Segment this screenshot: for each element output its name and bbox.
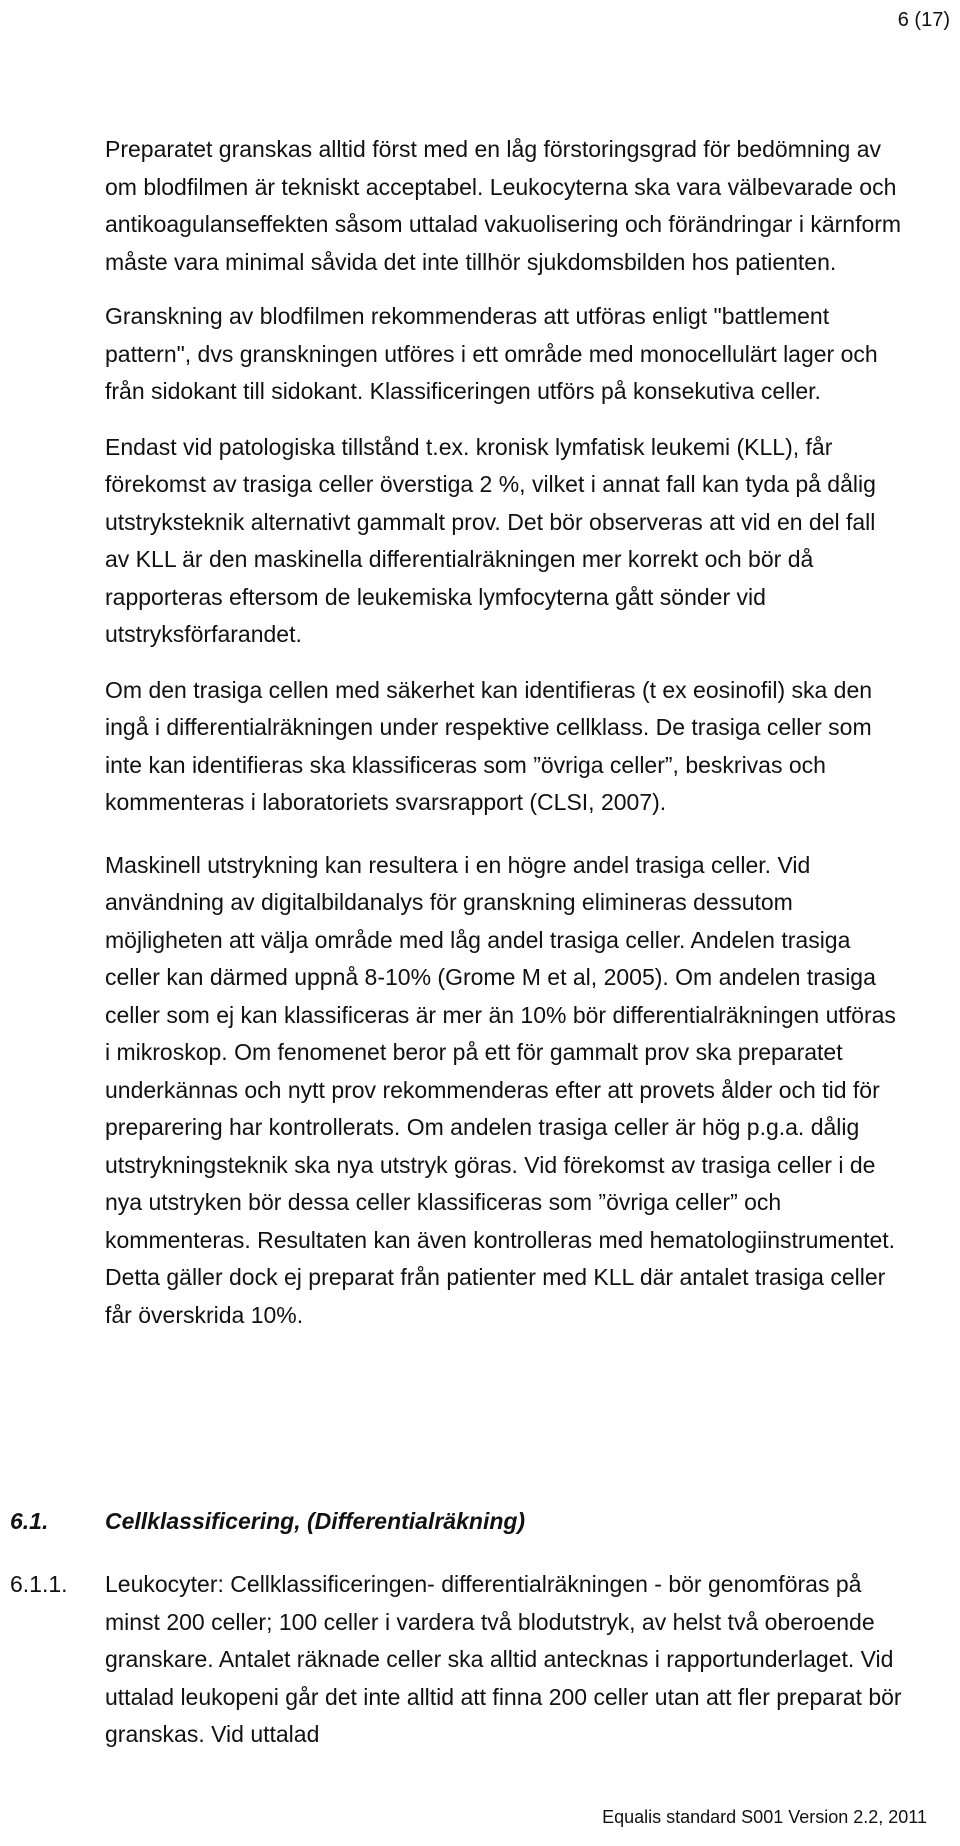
paragraph-preparatet: Preparatet granskas alltid först med en låg förstoringsgrad för bedömning av om blodfilmen är tekniskt acceptabel. Leukocyterna ska vara välbevarade och antikoagulanseffekten såsom uttalad vakuolisering och förändringar i kärnform måste vara minimal såvida det inte tillhör sjukdomsbilden hos patienten.: [105, 136, 902, 275]
section-title: Cellklassificering, (Differentialräkning): [105, 1508, 526, 1534]
paragraph-trasiga-cellen: Om den trasiga cellen med säkerhet kan identifieras (t ex eosinofil) ska den ingå i differentialräkningen under respektive cellklass. De trasiga celler som inte kan identifieras ska klassificeras som ”övriga celler”, beskrivas och kommenteras i laboratoriets svarsrapport (CLSI, 2007).: [105, 676, 873, 815]
section-number: 6.1.: [10, 1508, 49, 1534]
paragraph-maskinell: Maskinell utstrykning kan resultera i en högre andel trasiga celler. Vid användning av digitalbildanalys för granskning elimineras dessutom möjligheten att välja område med låg andel trasiga celler. Andelen trasiga celler kan därmed uppnå 8-10% (Grome M et al, 2005). Om andelen trasiga celler som ej kan klassificeras är mer än 10% bör differentialräkningen utföras i mikroskop. Om fenomenet beror på ett för gammalt prov ska preparatet underkännas och nytt prov rekommenderas efter att provets ålder och tid för preparering har kontrollerats. Om andelen trasiga celler är hög p.g.a. dålig utstrykningsteknik ska nya utstryk göras. Vid förekomst av trasiga celler i de nya utstryken bör dessa celler klassificeras som ”övriga celler” och kommenteras. Resultaten kan även kontrolleras med hematologiinstrumentet. Detta gäller dock ej preparat från patienter med KLL där antalet trasiga celler får överskrida 10%.: [105, 851, 896, 1328]
subsection-number: 6.1.1.: [10, 1571, 68, 1597]
paragraph-endast: Endast vid patologiska tillstånd t.ex. kronisk lymfatisk leukemi (KLL), får förekomst av trasiga celler överstiga 2 %, vilket i annat fall kan tyda på dålig utstryksteknik alternativt gammalt prov. Det bör observeras att vid en del fall av KLL är den maskinella differentialräkningen mer korrekt och bör då rapporteras eftersom de leukemiska lymfocyterna gått sönder vid utstryksförfarandet.: [105, 433, 876, 647]
page-number: 6 (17): [897, 9, 950, 31]
paragraph-granskning: Granskning av blodfilmen rekommenderas att utföras enligt "battlement pattern", dvs granskningen utföres i ett område med monocellulärt lager och från sidokant till sidokant. Klassificeringen utförs på konsekutiva celler.: [105, 303, 878, 404]
footer: Equalis standard S001 Version 2.2, 2011: [602, 1807, 927, 1827]
body-text: [105, 131, 905, 1334]
subsection-text: Leukocyter: Cellklassificeringen- differentialräkningen - bör genomföras på minst 200 celler; 100 celler i vardera två blodutstryk, av helst två oberoende granskare. Antalet räknade celler ska alltid antecknas i rapportunderlaget. Vid uttalad leukopeni går det inte alltid att finna 200 celler utan att fler preparat bör granskas. Vid uttalad: [105, 1571, 902, 1747]
